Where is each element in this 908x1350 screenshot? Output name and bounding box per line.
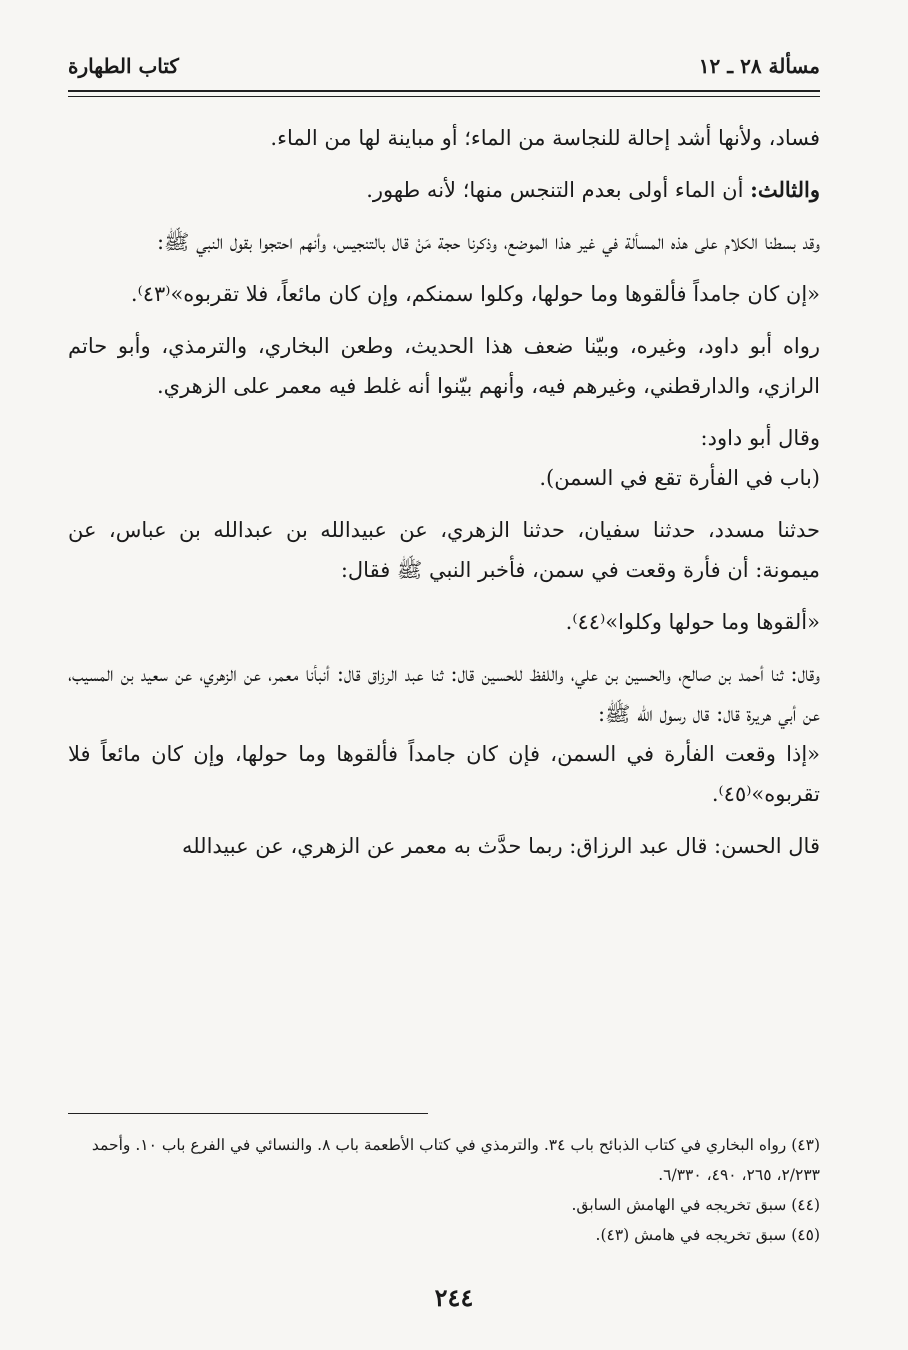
paragraph: وقال أبو داود:: [700, 426, 820, 450]
running-header: [68, 46, 820, 90]
paragraph: رواه أبو داود، وغيره، وبيّنا ضعف هذا الحديث، وطعن البخاري، والترمذي، وأبو حاتم الرازي، والدارقطني، وغيرهم فيه، وأنهم بيّنوا أنه غلط فيه معمر على الزهري.: [68, 334, 820, 398]
page-number: ٢٤٤: [434, 1283, 474, 1312]
paragraph: حدثنا مسدد، حدثنا سفيان، حدثنا الزهري، عن عبيدالله بن عبدالله بن عباس، عن ميمونة: أن فأرة وقعت في سمن، فأخبر النبي ﷺ فقال:: [68, 518, 820, 582]
header-rule-thick: [68, 90, 820, 92]
hadith-quote: «إذا وقعت الفأرة في السمن، فإن كان جامداً فألقوها وما حولها، وإن كان مائعاً فلا تقربوه»⁽٤٥⁾.: [68, 742, 820, 806]
footnote-rule: [68, 1113, 428, 1114]
footnote-45: (٤٥) سبق تخريجه في هامش (٤٣).: [595, 1226, 820, 1244]
paragraph-text: أن الماء أولى بعدم التنجس منها؛ لأنه طهور.: [366, 178, 751, 202]
paragraph: وقد بسطنا الكلام على هذه المسألة في غير هذا الموضع، وذكرنا حجة مَنْ قال بالتنجيس، وأنهم احتجوا بقول النبي ﷺ:: [156, 230, 820, 254]
paragraph: قال الحسن: قال عبد الرزاق: ربما حدَّث به معمر عن الزهري، عن عبيدالله: [181, 834, 820, 858]
footnote-44: (٤٤) سبق تخريجه في الهامش السابق.: [571, 1196, 820, 1214]
paragraph: [68, 170, 820, 210]
paragraph: فساد، ولأنها أشد إحالة للنجاسة من الماء؛ أو مباينة لها من الماء.: [270, 126, 820, 150]
main-text: [68, 118, 820, 878]
paragraph-heading: والثالث:: [750, 177, 820, 202]
paragraph: وقال: ثنا أحمد بن صالح، والحسين بن علي، واللفظ للحسين قال: ثنا عبد الرزاق قال: أنبأنا معمر، عن الزهري، عن سعيد بن المسيب، عن أبي هريرة قال: قال رسول الله ﷺ:: [68, 662, 820, 726]
chapter-title: (باب في الفأرة تقع في السمن).: [539, 466, 820, 490]
footnote-43: (٤٣) رواه البخاري في كتاب الذبائح باب ٣٤. والترمذي في كتاب الأطعمة باب ٨. والنسائي في الفرع باب ١٠. وأحمد ٢/٢٣٣، ٢٦٥، ٤٩٠، ٦/٣٣٠.: [91, 1136, 820, 1184]
header-section-label: مسألة ٢٨ ـ ١٢: [698, 54, 820, 78]
hadith-quote: «إن كان جامداً فألقوها وما حولها، وكلوا سمنكم، وإن كان مائعاً، فلا تقربوه»⁽٤٣⁾.: [130, 282, 820, 306]
hadith-quote: «ألقوها وما حولها وكلوا»⁽٤٤⁾.: [565, 610, 820, 634]
header-book-title: كتاب الطهارة: [68, 54, 179, 78]
footnotes: [68, 1130, 820, 1250]
header-rule-thin: [68, 96, 820, 97]
